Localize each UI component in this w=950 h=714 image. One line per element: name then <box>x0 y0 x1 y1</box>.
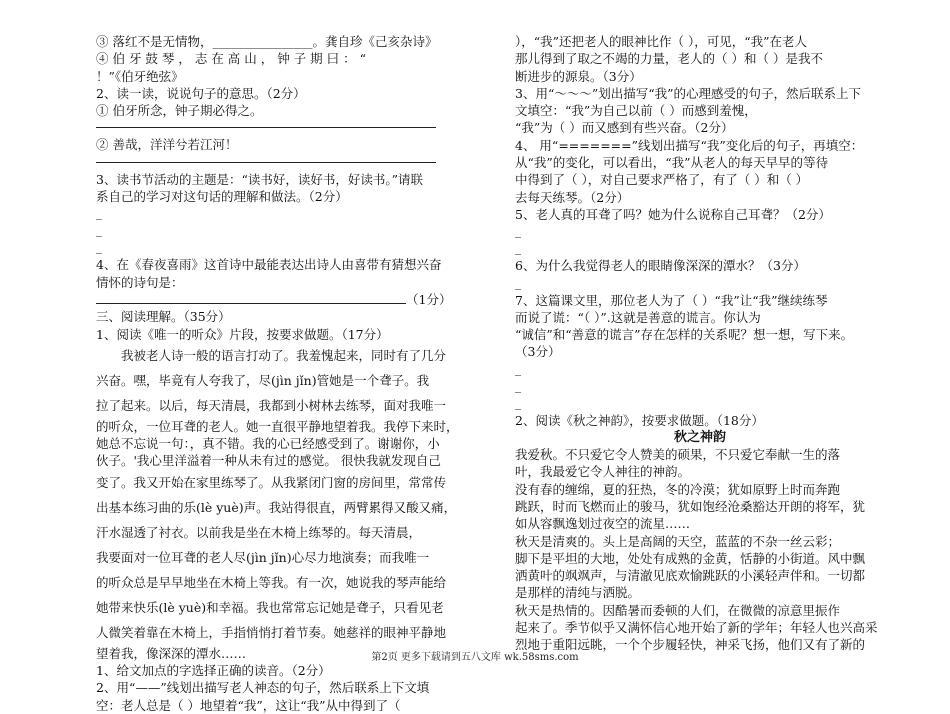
passage-2-line: 没有春的缠绵，夏的狂热，冬的冷漠；犹如原野上时而奔跑 <box>515 481 841 497</box>
passage-1-line: 出基本练习曲的乐(lè yuè)声。我站得很直，两臂累得又酸又痛， <box>96 499 457 515</box>
q3-line-2: 系自己的学习对这句话的理解和做法。（2分） <box>96 189 348 205</box>
answer-dash: _ <box>96 206 102 221</box>
q4-answer-line <box>96 291 452 308</box>
section-3-heading: 三、阅读理解。（35分） <box>96 309 231 325</box>
passage-2-line: 起来了。季节似乎又满怀信心地开始了新的学年；年轻人也兴高采 <box>515 620 878 636</box>
passage-1-line: 我要面对一位耳聋的老人尽(jìn jǐn)心尽力地演奏；而我唯一 <box>96 549 430 565</box>
answer-dash: _ <box>96 223 102 238</box>
passage-1-line: 变了。我又开始在家里练琴了。从我紧闭门窗的房间里，常常传 <box>96 474 447 490</box>
passage-1-line: 汗水湿透了衬衣。以前我是坐在木椅上练琴的。每天清晨， <box>96 524 422 540</box>
passage-2-line: 秋天是清爽的。头上是高阔的天空，蓝蓝的不杂一丝云彩； <box>515 533 841 549</box>
passage-1-line: 望着我，像深深的潭水…… <box>96 645 247 661</box>
passage-2-line: 烈地于重阳远眺，一个个步履轻快，神采飞扬，他们又有了新的 <box>515 637 866 653</box>
q4-line-1: 4、在《春夜喜雨》这首诗中最能表达出诗人由喜带有猜想兴奋 <box>96 257 442 273</box>
q4-score: （1分） <box>406 291 452 307</box>
passage-1-line: 她带来快乐(lè yuè)和幸福。我也常常忘记她是聋子，只看见老 <box>96 599 444 615</box>
q-line-1: ③ 落红不是无情物，________________。龚自珍《己亥杂诗》 <box>96 34 438 49</box>
passage-2-line: 秋天是热情的。因酷暑而委顿的人们，在微微的凉意里振作 <box>515 602 841 618</box>
left-column <box>96 33 459 714</box>
q3-line-1: 3、读书节活动的主题是：“读书好，读好书，好读书。”请联 <box>96 171 423 187</box>
passage-2-line: 脚下是平坦的大地，处处有成熟的金黄，恬静的小街道。风中飘 <box>515 550 866 566</box>
answer-dash: _ <box>515 224 521 239</box>
sub-question-line: 空：老人总是（ ）地望着“我”，这让“我”从中得到了（ <box>96 697 401 713</box>
answer-dash: _ <box>515 378 521 393</box>
page-footer: 第2页 更多下载请到五八文库 wk.58sms.com <box>371 652 579 663</box>
passage-1-line: 兴奋。嘿，毕竟有人夸我了，尽(jìn jǐn)管她是一个聋子。我 <box>96 372 430 388</box>
answer-dash: _ <box>515 275 521 290</box>
sub-question-line: 1、给文加点的字选择正确的读音。（2分） <box>96 663 331 679</box>
q-line: 从“我”的变化，可以看出，“我”从老人的每天早早的等待 <box>515 155 829 171</box>
passage-2-line: 洒黄叶的飒飒声，与清澈见底欢愉跳跃的小溪轻声伴和。一切都 <box>515 568 866 584</box>
q-line: 文填空：“我”为自己以前（ ）而感到羞愧， <box>515 103 757 119</box>
passage-2-line: 我爱秋。不只爱它令人赞美的硕果，不只爱它奉献一生的落 <box>515 447 841 463</box>
answer-line <box>96 119 436 128</box>
answer-dash: _ <box>515 361 521 376</box>
right-column <box>515 33 885 654</box>
passage-2-line: 如从容飘逸划过夜空的流星…… <box>515 516 691 532</box>
reading-1-intro: 1、阅读《唯一的听众》片段，按要求做题。（17分） <box>96 326 389 342</box>
passage-2-line: 叶，我最爱它令人神往的神韵。 <box>515 464 691 480</box>
q-line: 4、 用“=======”线划出描写“我”变化后的句子，再填空： <box>515 137 864 153</box>
passage-2-line: 跳跃，时而飞燃而止的骏马，犹如饱经沧桑豁达开朗的将军，犹 <box>515 498 866 514</box>
answer-dash: _ <box>515 241 521 256</box>
q6-line: 6、为什么我觉得老人的眼睛像深深的潭水？（3分） <box>515 258 806 274</box>
q4-line-2: 情怀的诗句是： <box>96 274 184 290</box>
answer-dash: _ <box>96 240 102 255</box>
q-line: 断进步的源泉。（3分） <box>515 68 642 84</box>
q-line: 5、老人真的耳聋了吗？她为什么说称自己耳聋？（2分） <box>515 206 831 222</box>
q-line: 去每天练琴。（2分） <box>515 189 630 205</box>
passage-1-line: 伙子。'我心里洋溢着一种从未有过的感觉。 很快我就发现自己 <box>96 453 441 469</box>
q7-line: “诚信”和“善意的谎言”存在怎样的关系呢？想一想，写下来。 <box>515 327 854 343</box>
q-line-5: ① 伯牙所念，钟子期必得之。 <box>96 103 263 119</box>
answer-dash: _ <box>515 395 521 410</box>
reading-2-intro: 2、阅读《秋之神韵》，按要求做题。（18分） <box>515 412 764 428</box>
q7-line: 而说了谎：“（ ）”.这就是善意的谎言。你认为 <box>515 309 761 325</box>
passage-1-line: 拉了起来。以后，每天清晨，我都到小树林去练琴，面对我唯一 <box>96 397 447 413</box>
answer-line <box>96 154 436 163</box>
q-line: ），“我”还把老人的眼神比作（ ），可见，“我”在老人 <box>515 34 808 49</box>
passage-2-line: 是那样的清纯与洒脱。 <box>515 585 641 601</box>
q-line: 那儿得到了取之不竭的力量，老人的（ ）和（ ）是我不 <box>515 51 823 67</box>
q7-line: （3分） <box>515 344 561 360</box>
q-line: 中得到了（ ），对自己要求严格了，有了（ ）和（ ） <box>515 172 809 188</box>
q-line: “我”为（ ）而又感到有些兴奋。（2分） <box>515 120 734 136</box>
q-line-3: ！”《伯牙绝弦》 <box>96 68 184 84</box>
passage-1-line: 的听众，一位耳聋的老人。她一直很平静地望着我。我停下来时， <box>96 418 459 434</box>
sub-question-line: 2、用“——”线划出描写老人神态的句子，然后联系上下文填 <box>96 680 430 696</box>
q2-part2: ② 善哉，洋洋兮若江河！ <box>96 137 238 153</box>
q-line: 3、用“～～～”划出描写“我”的心理感受的句子，然后联系上下 <box>515 85 862 101</box>
passage-1-line: 人微笑着靠在木椅上，手指悄悄打着节奏。她慈祥的眼神平静地 <box>96 624 447 640</box>
q-line-4: 2、读一读，说说句子的意思。（2分） <box>96 85 306 101</box>
q7-line: 7、这篇课文里，那位老人为了（ ）“我”让“我”继续练琴 <box>515 292 828 308</box>
passage-2-title: 秋之神韵 <box>673 430 726 446</box>
q-line-2: ④ 伯 牙 鼓 琴 ， 志 在 高 山 ， 钟 子 期 曰 ： “ <box>96 51 366 67</box>
passage-1-line: 她总不忘说一句：，真不错。我的心已经感受到了。谢谢你，小 <box>96 436 440 452</box>
passage-1-line: 我被老人诗一般的语言打动了。我羞愧起来，同时有了几分 <box>121 347 447 363</box>
passage-1-line: 的听众总是早早地坐在木椅上等我。有一次，她说我的琴声能给 <box>96 574 447 590</box>
